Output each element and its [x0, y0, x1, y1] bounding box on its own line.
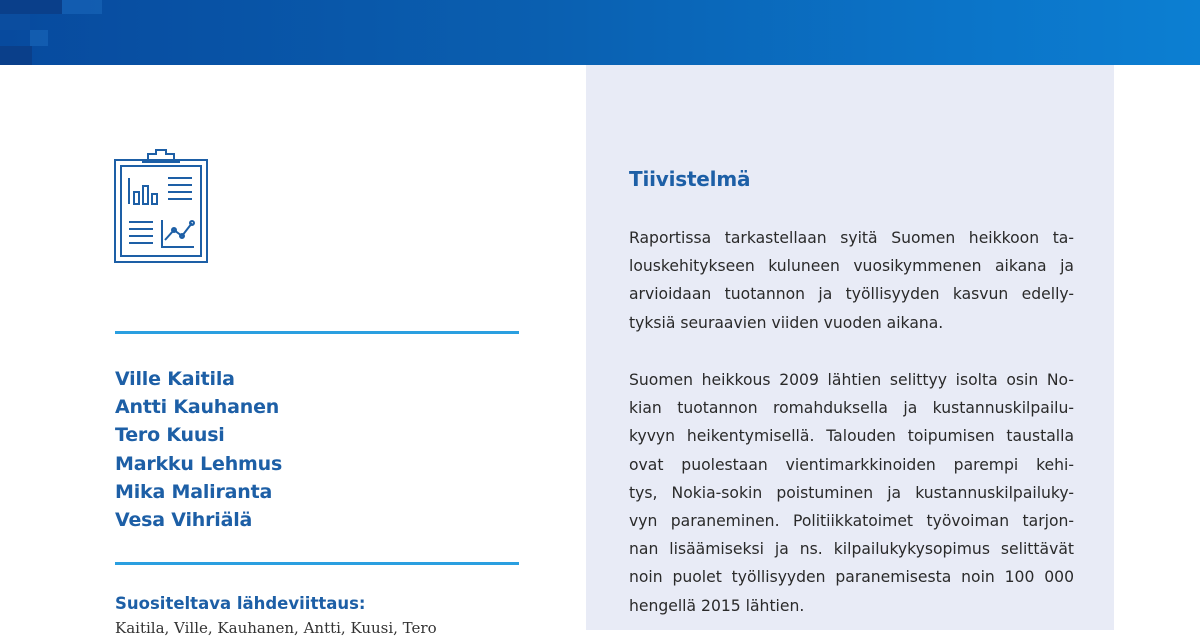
divider-top	[115, 331, 519, 334]
text-line: nan lisäämiseksi ja ns. kilpailukykysopimus selittävät	[629, 540, 1074, 559]
text-line: noin puolet työllisyyden paranemisesta noin 100 000	[629, 568, 1074, 587]
text-line: vyn paraneminen. Politiikkatoimet työvoiman tarjon-	[629, 512, 1074, 531]
summary-paragraph-2	[629, 366, 1074, 620]
author-name: Ville Kaitila	[115, 368, 235, 390]
text-line: louskehitykseen kuluneen vuosikymmenen aikana ja	[629, 257, 1074, 276]
text-line: kian tuotannon romahduksella ja kustannuskilpailu-	[629, 399, 1074, 418]
text-line: tys, Nokia-sokin poistuminen ja kustannuskilpailuky-	[629, 483, 1074, 502]
author-list	[115, 365, 282, 534]
author-name: Markku Lehmus	[115, 452, 283, 475]
citation-text: Kaitila, Ville, Kauhanen, Antti, Kuusi, Tero	[115, 619, 437, 637]
summary-panel	[586, 65, 1114, 630]
text-line: ovat puolestaan vientimarkkinoiden parempi kehi-	[629, 455, 1074, 474]
author-name: Tero Kuusi	[115, 424, 225, 447]
divider-bottom	[115, 562, 519, 565]
author-name: Mika Maliranta	[115, 480, 273, 503]
text-line: kyvyn heikentymisellä. Talouden toipumisen taustalla	[629, 427, 1074, 446]
text-line: Raportissa tarkastellaan syitä Suomen heikkoon ta-	[629, 229, 1074, 247]
clipboard-chart-icon	[112, 148, 210, 266]
author-name: Vesa Vihriälä	[115, 509, 253, 532]
summary-title: Tiivistelmä	[629, 167, 751, 191]
summary-paragraph-1	[629, 224, 1074, 337]
citation-title: Suositeltava lähdeviittaus:	[115, 594, 366, 613]
text-line: tyksiä seuraavien viiden vuoden aikana.	[629, 313, 944, 332]
text-line: hengellä 2015 lähtien.	[629, 596, 805, 615]
text-line: arvioidaan tuotannon ja työllisyyden kasvun edelly-	[629, 285, 1074, 304]
text-line: Suomen heikkous 2009 lähtien selittyy isolta osin No-	[629, 371, 1074, 389]
header-banner	[0, 0, 1200, 65]
author-name: Antti Kauhanen	[115, 396, 280, 419]
